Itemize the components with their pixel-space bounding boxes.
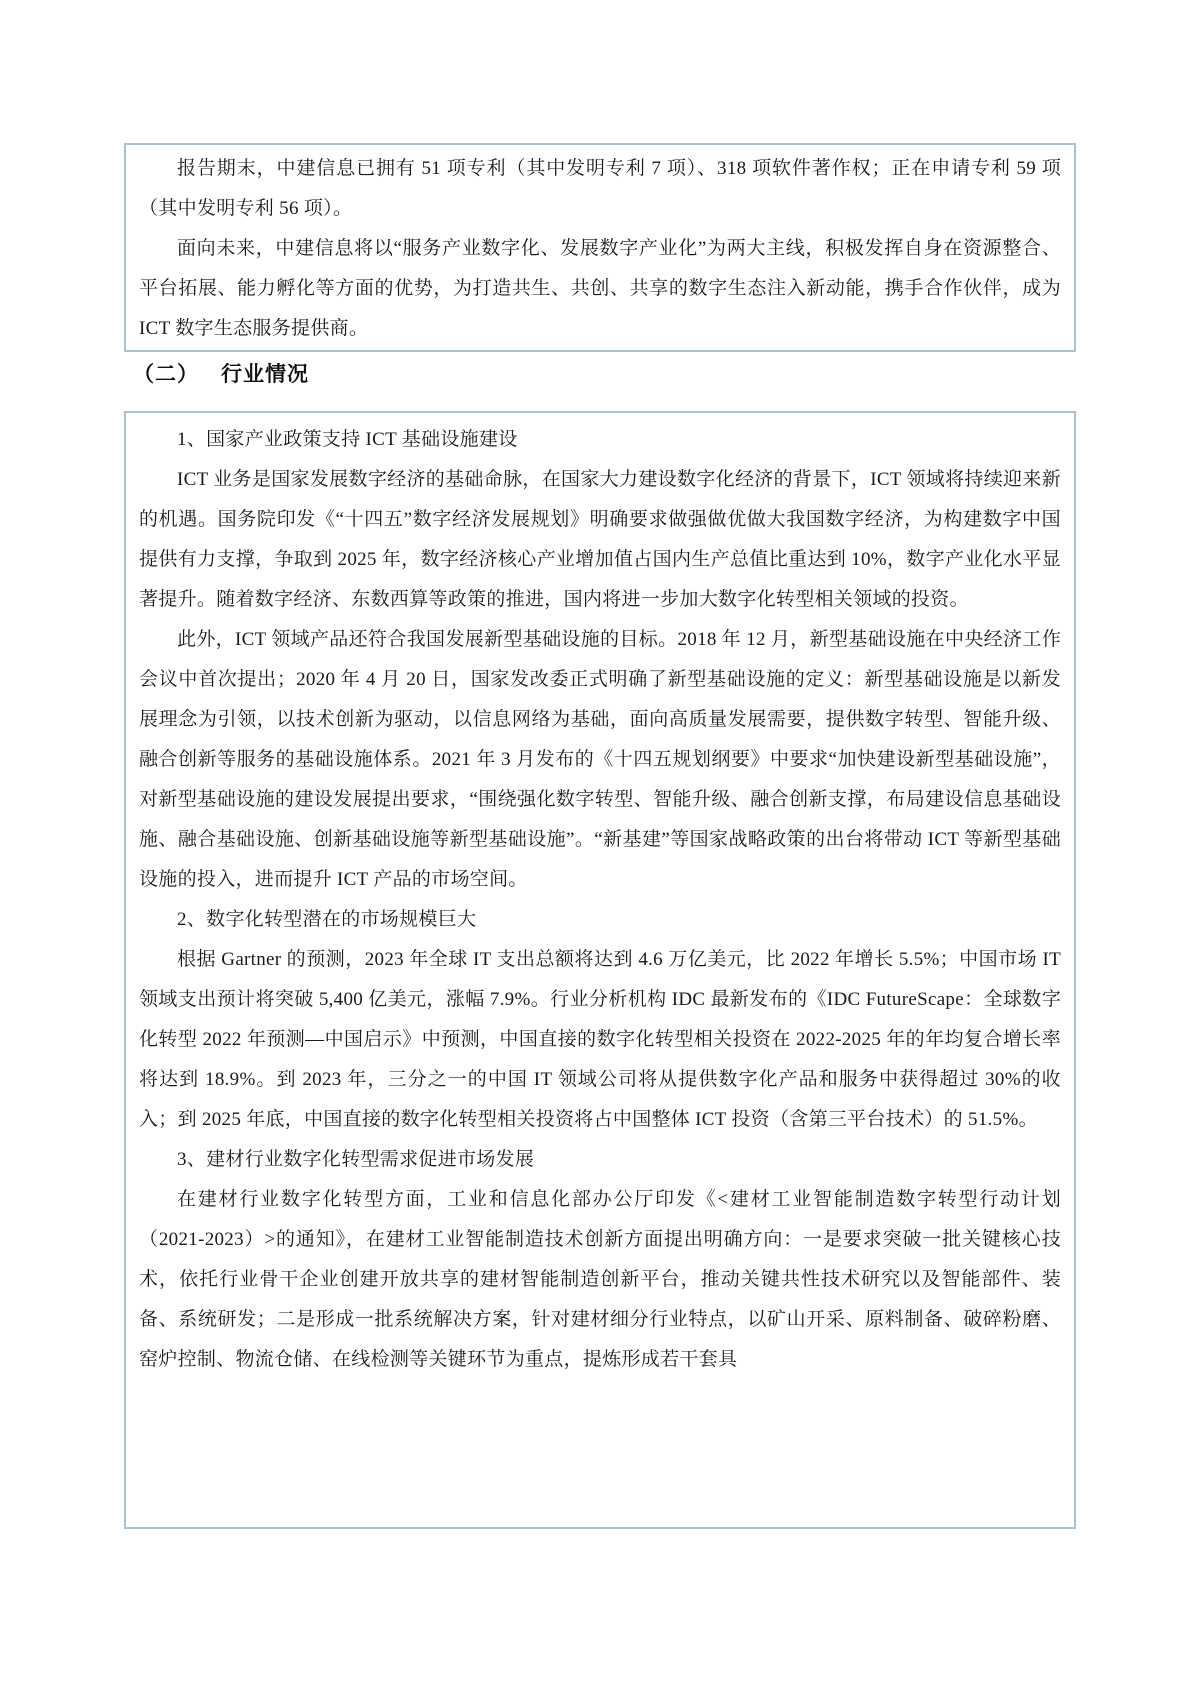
business-summary-box (124, 143, 1076, 352)
industry-paragraph-new-infrastructure: 此外，ICT 领域产品还符合我国发展新型基础设施的目标。2018 年 12 月，新型基础设施在中央经济工作会议中首次提出；2020 年 4 月 20 日，国家发改委正式明确了新型基础设施的定义：新型基础设施是以新发展理念为引领，以技术创新为驱动，以信息网络为基础，面向高质量发展需要，提供数字转型、智能升级、融合创新等服务的基础设施体系。2021 年 3 月发布的《十四五规划纲要》中要求“加快建设新型基础设施”，对新型基础设施的建设发展提出要求，“围绕强化数字转型、智能升级、融合创新支撑，布局建设信息基础设施、融合基础设施、创新基础设施等新型基础设施”。“新基建”等国家战略政策的出台将带动 ICT 等新型基础设施的投入，进而提升 ICT 产品的市场空间。 (139, 629, 1061, 890)
section-title: 行业情况 (221, 363, 309, 386)
industry-paragraph-building-materials: 在建材行业数字化转型方面，工业和信息化部办公厅印发《<建材工业智能制造数字转型行动计划（2021-2023）>的通知》，在建材工业智能制造技术创新方面提出明确方向：一是要求突破一批关键核心技术，依托行业骨干企业创建开放共享的建材智能制造创新平台，推动关键共性技术研究以及智能部件、装备、系统研发；二是形成一批系统解决方案，针对建材细分行业特点，以矿山开采、原料制备、破碎粉磨、窑炉控制、物流仓储、在线检测等关键环节为重点，提炼形成若干套具 (139, 1189, 1061, 1370)
industry-subheading-2: 2、数字化转型潜在的市场规模巨大 (177, 909, 477, 930)
summary-paragraph-future: 面向未来，中建信息将以“服务产业数字化、发展数字产业化”为两大主线，积极发挥自身在资源整合、平台拓展、能力孵化等方面的优势，为打造共生、共创、共享的数字生态注入新动能，携手合作伙伴，成为 ICT 数字生态服务提供商。 (139, 238, 1061, 339)
industry-subheading-1: 1、国家产业政策支持 ICT 基础设施建设 (177, 429, 518, 450)
summary-paragraph-patents: 报告期末，中建信息已拥有 51 项专利（其中发明专利 7 项）、318 项软件著作权；正在申请专利 59 项（其中发明专利 56 项）。 (139, 158, 1061, 219)
industry-paragraph-ict-policy: ICT 业务是国家发展数字经济的基础命脉，在国家大力建设数字化经济的背景下，ICT 领域将持续迎来新的机遇。国务院印发《“十四五”数字经济发展规划》明确要求做强做优做大我国数字经济，为构建数字中国提供有力支撑，争取到 2025 年，数字经济核心产业增加值占国内生产总值比重达到 10%，数字产业化水平显著提升。随着数字经济、东数西算等政策的推进，国内将进一步加大数字化转型相关领域的投资。 (139, 469, 1061, 610)
section-number: （二） (133, 363, 199, 386)
section-heading (133, 358, 309, 392)
industry-paragraph-market-size: 根据 Gartner 的预测，2023 年全球 IT 支出总额将达到 4.6 万亿美元，比 2022 年增长 5.5%；中国市场 IT 领域支出预计将突破 5,400 亿美元，涨幅 7.9%。行业分析机构 IDC 最新发布的《IDC FutureScape：全球数字化转型 2022 年预测—中国启示》中预测，中国直接的数字化转型相关投资在 2022-2025 年的年均复合增长率将达到 18.9%。到 2023 年，三分之一的中国 IT 领域公司将从提供数字化产品和服务中获得超过 30%的收入；到 2025 年底，中国直接的数字化转型相关投资将占中国整体 ICT 投资（含第三平台技术）的 51.5%。 (139, 949, 1061, 1130)
industry-overview-box (124, 411, 1076, 1529)
industry-subheading-3: 3、建材行业数字化转型需求促进市场发展 (177, 1149, 535, 1170)
